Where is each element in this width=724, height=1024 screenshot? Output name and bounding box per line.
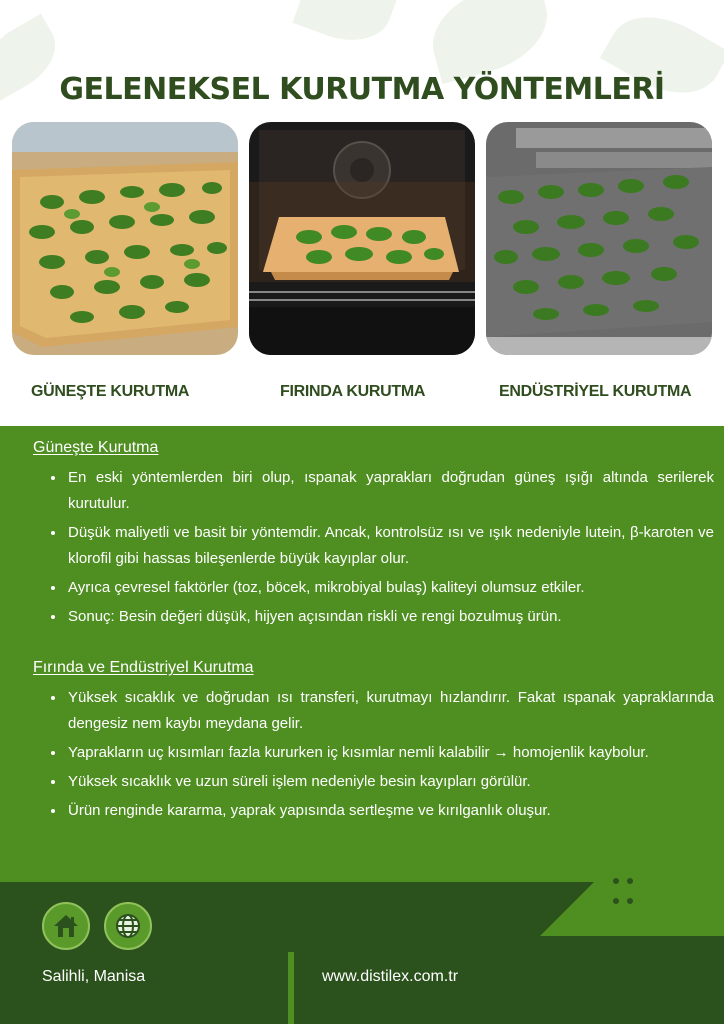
section-heading-sun-drying: Güneşte Kurutma [33,439,159,456]
home-icon [42,902,90,950]
industrial-drying-photo [486,122,712,355]
decorative-leaf [292,0,397,54]
list-item: • Ürün renginde kararma, yaprak yapısında sertleşme ve kırılganlık oluşur. [66,798,714,824]
list-item: • En eski yöntemlerden biri olup, ıspanak yaprakları doğrudan güneş ışığı altında serilerek kurutulur. [66,465,714,517]
caption-sun-drying: GÜNEŞTE KURUTMA [31,383,190,400]
list-item: • Düşük maliyetli ve basit bir yöntemdir. Ancak, kontrolsüz ısı ve ışık nedeniyle lutein, β-karoten ve klorofil gibi hassas bileşenlerde büyük kayıplar olur. [66,520,714,572]
page-title: GELENEKSEL KURUTMA YÖNTEMLERİ [59,72,665,108]
footer-divider [288,952,294,1024]
list-item: • Yaprakların uç kısımları fazla kururken iç kısımlar nemli kalabilir → homojenlik kaybolur. [66,740,714,766]
list-item: • Sonuç: Besin değeri düşük, hijyen açısından riskli ve rengi bozulmuş ürün. [66,604,714,630]
list-item: • Yüksek sıcaklık ve uzun süreli işlem nedeniyle besin kayıpları görülür. [66,769,714,795]
location-text: Salihli, Manisa [42,968,146,985]
section-heading-oven-industrial: Fırında ve Endüstriyel Kurutma [33,659,254,676]
dots-icon [613,878,635,908]
list-item: • Ayrıca çevresel faktörler (toz, böcek, mikrobiyal bulaş) kaliteyi olumsuz etkiler. [66,575,714,601]
website-link[interactable]: www.distilex.com.tr [322,968,459,985]
footer-accent-cut [540,882,594,936]
oven-drying-photo [249,122,475,355]
sun-drying-photo [12,122,238,355]
oven-industrial-bullets [48,685,714,827]
caption-industrial-drying: ENDÜSTRİYEL KURUTMA [499,383,692,400]
caption-oven-drying: FIRINDA KURUTMA [280,383,426,400]
sun-drying-bullets [48,465,714,633]
list-item: • Yüksek sıcaklık ve doğrudan ısı transferi, kurutmayı hızlandırır. Fakat ıspanak yapraklarında dengesiz nem kaybı meydana gelir. [66,685,714,737]
globe-icon [104,902,152,950]
